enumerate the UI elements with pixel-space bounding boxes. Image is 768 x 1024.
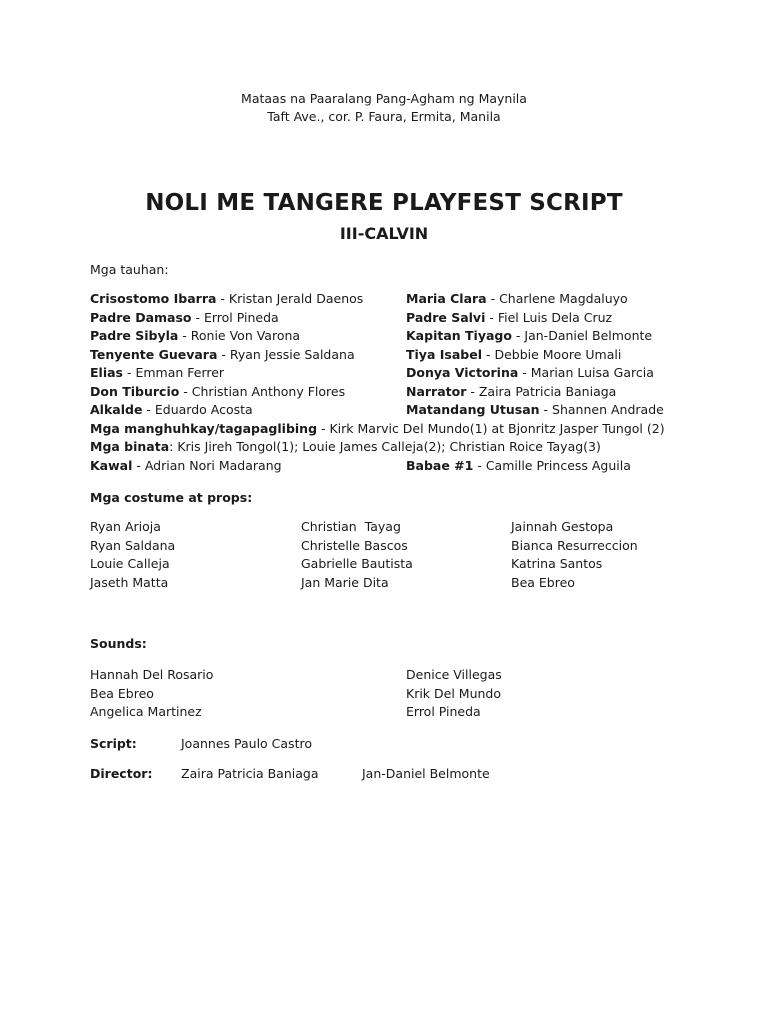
actor-name: - Kirk Marvic Del Mundo(1) at Bjonritz Jasper Tungol (2) xyxy=(317,420,665,436)
actor-name: - Ryan Jessie Saldana xyxy=(217,346,355,362)
section-name: III-CALVIN xyxy=(339,224,429,243)
crew-name: Errol Pineda xyxy=(406,704,481,719)
actor-name: - Adrian Nori Madarang xyxy=(132,457,282,473)
actor-name: - Charlene Magdaluyo xyxy=(486,291,628,306)
actor-name: - Emman Ferrer xyxy=(122,365,225,380)
actor-name: - Errol Pineda xyxy=(191,309,279,325)
sounds-column xyxy=(406,666,502,722)
role-name: Crisostomo Ibarra xyxy=(90,291,217,306)
crew-name: Hannah Del Rosario xyxy=(90,667,214,682)
cast-row xyxy=(90,309,730,328)
actor-name: - Ronie Von Varona xyxy=(178,328,301,343)
role-name: Padre Damaso xyxy=(90,309,192,325)
crew-name: Denice Villegas xyxy=(406,667,502,682)
crew-name: Christian Tayag xyxy=(301,519,401,534)
crew-name: Jan Marie Dita xyxy=(301,574,389,590)
actor-name: - Marian Luisa Garcia xyxy=(518,365,654,380)
crew-name: Ryan Arioja xyxy=(90,519,161,534)
script-writer: Joannes Paulo Castro xyxy=(181,736,312,751)
actor-name: - Eduardo Acosta xyxy=(142,402,253,417)
role-name: Kapitan Tiyago xyxy=(406,328,512,343)
costume-column xyxy=(301,518,413,592)
actor-name: - Jan-Daniel Belmonte xyxy=(511,328,653,343)
sounds-column xyxy=(90,666,213,722)
role-name: Mga manghuhkay/tagapaglibing xyxy=(90,420,318,436)
costume-column xyxy=(90,518,175,592)
actor-name: - Fiel Luis Dela Cruz xyxy=(485,309,613,325)
school-address: Taft Ave., cor. P. Faura, Ermita, Manila xyxy=(267,109,501,124)
crew-name: Gabrielle Bautista xyxy=(301,556,413,571)
actor-name: - Camille Princess Aguila xyxy=(473,457,631,473)
role-name: Narrator xyxy=(406,383,467,399)
costume-column xyxy=(511,518,638,592)
director-label: Director: xyxy=(90,766,153,781)
director-name: Jan-Daniel Belmonte xyxy=(362,766,490,781)
actor-name: - Zaira Patricia Baniaga xyxy=(466,383,617,399)
script-label: Script: xyxy=(90,736,137,751)
role-name: Don Tiburcio xyxy=(90,383,180,399)
crew-name: Bianca Resurreccion xyxy=(511,537,638,553)
document-title: NOLI ME TANGERE PLAYFEST SCRIPT xyxy=(145,190,623,216)
crew-name: Jaseth Matta xyxy=(90,574,169,590)
role-name: Kawal xyxy=(90,457,133,473)
role-name: Donya Victorina xyxy=(406,365,519,380)
cast-row xyxy=(90,401,730,420)
role-name: Elias xyxy=(90,365,123,380)
role-name: Mga binata xyxy=(90,439,170,454)
school-name: Mataas na Paaralang Pang-Agham ng Maynila xyxy=(241,91,527,106)
actor-name: - Christian Anthony Flores xyxy=(179,383,346,399)
actor-name: - Shannen Andrade xyxy=(539,402,664,417)
cast-heading: Mga tauhan: xyxy=(90,262,169,277)
crew-name: Ryan Saldana xyxy=(90,537,176,553)
cast-row-wide xyxy=(90,438,730,457)
role-name: Tiya Isabel xyxy=(406,346,482,362)
crew-name: Angelica Martinez xyxy=(90,704,202,719)
role-name: Padre Sibyla xyxy=(90,328,179,343)
cast-row xyxy=(90,457,730,476)
cast-row xyxy=(90,383,730,402)
role-name: Tenyente Guevara xyxy=(90,346,218,362)
role-name: Padre Salvi xyxy=(406,309,486,325)
crew-name: Krik Del Mundo xyxy=(406,685,501,701)
crew-name: Jainnah Gestopa xyxy=(511,519,614,534)
crew-name: Bea Ebreo xyxy=(511,574,575,590)
director-name: Zaira Patricia Baniaga xyxy=(181,766,319,781)
crew-name: Louie Calleja xyxy=(90,556,170,571)
actor-name: - Debbie Moore Umali xyxy=(481,346,622,362)
cast-row xyxy=(90,364,730,383)
cast-row xyxy=(90,290,730,309)
cast-list xyxy=(90,290,730,475)
cast-row xyxy=(90,346,730,365)
role-name: Alkalde xyxy=(90,402,143,417)
actor-name: : Kris Jireh Tongol(1); Louie James Calleja(2); Christian Roice Tayag(3) xyxy=(169,439,601,454)
costume-heading: Mga costume at props: xyxy=(90,490,253,505)
role-name: Maria Clara xyxy=(406,291,487,306)
cast-row xyxy=(90,327,730,346)
sounds-heading: Sounds: xyxy=(90,636,147,651)
actor-name: - Kristan Jerald Daenos xyxy=(216,291,364,306)
crew-name: Christelle Bascos xyxy=(301,537,408,553)
role-name: Babae #1 xyxy=(406,457,474,473)
cast-row-wide xyxy=(90,420,730,439)
role-name: Matandang Utusan xyxy=(406,402,540,417)
crew-name: Bea Ebreo xyxy=(90,685,154,701)
crew-name: Katrina Santos xyxy=(511,556,603,571)
